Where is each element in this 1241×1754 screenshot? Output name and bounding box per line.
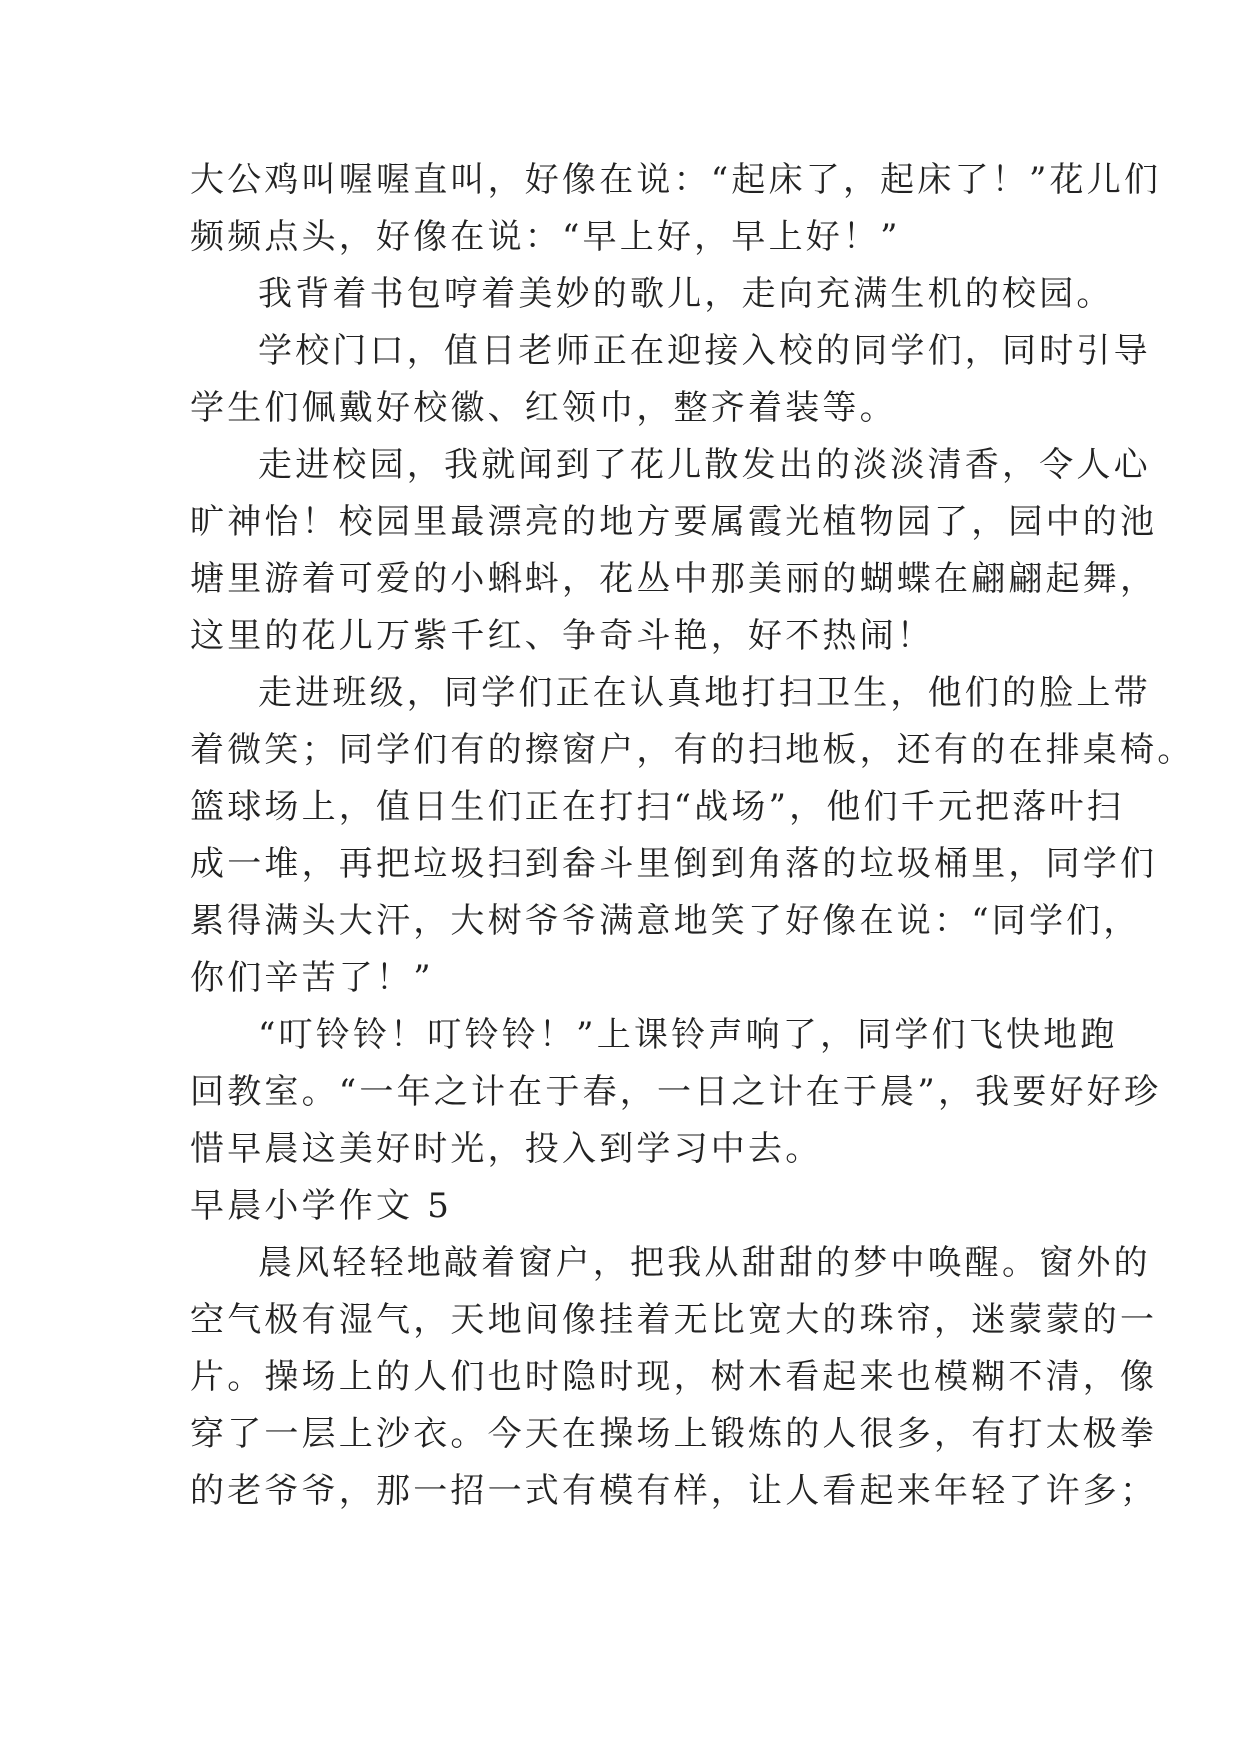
text-line: 塘里游着可爱的小蝌蚪，花丛中那美丽的蝴蝶在翩翩起舞，: [190, 559, 1158, 599]
text-line: 晨风轻轻地敲着窗户，把我从甜甜的梦中唤醒。窗外的: [258, 1243, 1151, 1283]
text-line: 频频点头，好像在说：“早上好，早上好！”: [190, 217, 901, 257]
text-line: 累得满头大汗，大树爷爷满意地笑了好像在说：“同学们，: [190, 901, 1141, 941]
text-line: 我背着书包哼着美妙的歌儿，走向充满生机的校园。: [258, 274, 1114, 314]
text-line: 这里的花儿万紫千红、争奇斗艳，好不热闹！: [190, 616, 934, 656]
text-line: “叮铃铃！叮铃铃！”上课铃声响了，同学们飞快地跑: [258, 1015, 1118, 1055]
text-line: 你们辛苦了！”: [190, 958, 434, 998]
text-line: 走进班级，同学们正在认真地打扫卫生，他们的脸上带: [258, 673, 1151, 713]
text-line: 的老爷爷，那一招一式有模有样，让人看起来年轻了许多；: [190, 1471, 1158, 1511]
section-heading: 早晨小学作文 5: [190, 1186, 453, 1226]
text-line: 着微笑；同学们有的擦窗户，有的扫地板，还有的在排桌椅。: [190, 730, 1195, 770]
text-line: 学生们佩戴好校徽、红领巾，整齐着装等。: [190, 388, 897, 428]
document-body: [190, 152, 1195, 1520]
text-line: 篮球场上，值日生们正在打扫“战场”，他们千元把落叶扫: [190, 787, 1124, 827]
text-line: 大公鸡叫喔喔直叫，好像在说：“起床了，起床了！”花儿们: [190, 160, 1162, 200]
text-line: 片。操场上的人们也时隐时现，树木看起来也模糊不清，像: [190, 1357, 1158, 1397]
text-line: 旷神怡！校园里最漂亮的地方要属霞光植物园了，园中的池: [190, 502, 1158, 542]
text-line: 回教室。“一年之计在于春，一日之计在于晨”，我要好好珍: [190, 1072, 1162, 1112]
text-line: 空气极有湿气，天地间像挂着无比宽大的珠帘，迷蒙蒙的一: [190, 1300, 1158, 1340]
text-line: 惜早晨这美好时光，投入到学习中去。: [190, 1129, 823, 1169]
text-line: 走进校园，我就闻到了花儿散发出的淡淡清香，令人心: [258, 445, 1151, 485]
text-line: 穿了一层上沙衣。今天在操场上锻炼的人很多，有打太极拳: [190, 1414, 1158, 1454]
text-line: 学校门口，值日老师正在迎接入校的同学们，同时引导: [258, 331, 1151, 371]
text-line: 成一堆，再把垃圾扫到畚斗里倒到角落的垃圾桶里，同学们: [190, 844, 1158, 884]
